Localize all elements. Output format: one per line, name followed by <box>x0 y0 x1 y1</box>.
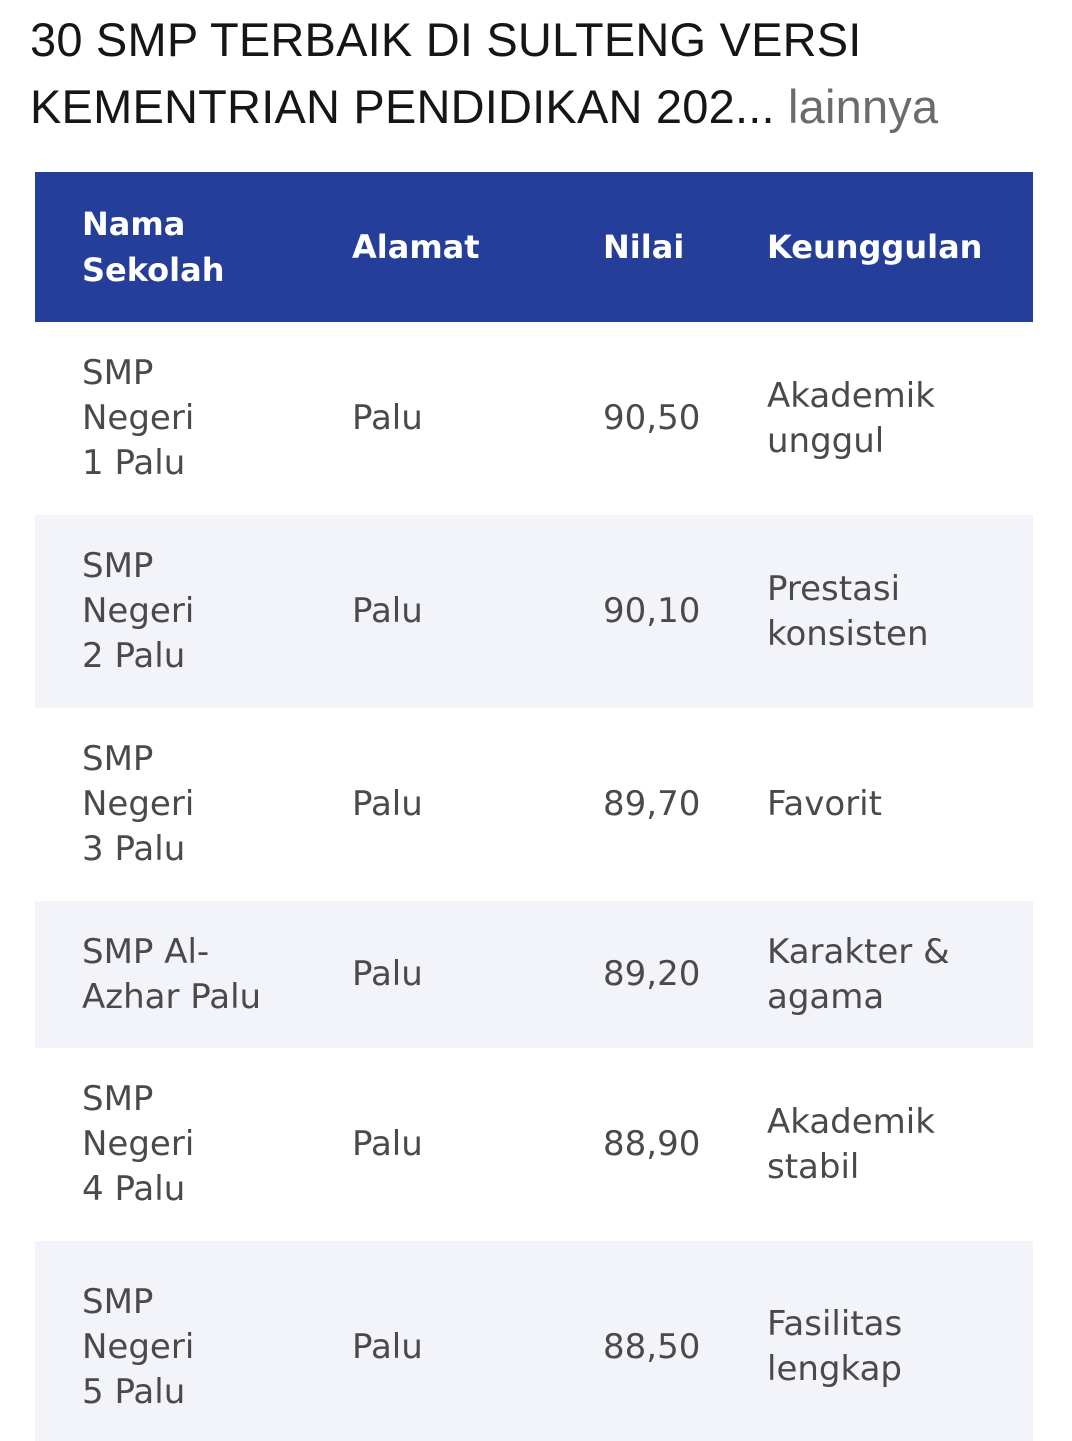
cell-alamat: Palu <box>305 322 555 515</box>
school-ranking-table <box>35 172 1033 1441</box>
table-row <box>35 1241 1033 1441</box>
cell-nama-sekolah: SMP Negeri 1 Palu <box>35 322 305 515</box>
table-row <box>35 901 1033 1048</box>
cell-alamat: Palu <box>305 901 555 1048</box>
cell-alamat: Palu <box>305 1048 555 1241</box>
cell-nilai: 88,90 <box>555 1048 720 1241</box>
header-nilai: Nilai <box>555 172 720 322</box>
header-nama-sekolah: Nama Sekolah <box>35 172 305 322</box>
cell-nama-sekolah: SMP Negeri 4 Palu <box>35 1048 305 1241</box>
post-title-text: 30 SMP TERBAIK DI SULTENG VERSI KEMENTRIAN PENDIDIKAN 202... <box>30 13 862 133</box>
table-header <box>35 172 1033 322</box>
cell-keunggulan: Favorit <box>720 708 1033 901</box>
cell-alamat: Palu <box>305 515 555 708</box>
header-alamat: Alamat <box>305 172 555 322</box>
table-row <box>35 708 1033 901</box>
table-row <box>35 1048 1033 1241</box>
cell-nilai: 88,50 <box>555 1241 720 1441</box>
cell-keunggulan: Fasilitas lengkap <box>720 1241 1033 1441</box>
table-row <box>35 322 1033 515</box>
header-keunggulan: Keunggulan <box>720 172 1033 322</box>
cell-alamat: Palu <box>305 708 555 901</box>
cell-nilai: 89,70 <box>555 708 720 901</box>
cell-nilai: 90,10 <box>555 515 720 708</box>
post-title <box>30 6 1050 140</box>
table-header-row <box>35 172 1033 322</box>
cell-keunggulan: Karakter & agama <box>720 901 1033 1048</box>
cell-nama-sekolah: SMP Al-Azhar Palu <box>35 901 305 1048</box>
cell-keunggulan: Akademik stabil <box>720 1048 1033 1241</box>
school-ranking-table-container[interactable] <box>35 172 1033 1412</box>
cell-nama-sekolah: SMP Negeri 3 Palu <box>35 708 305 901</box>
cell-alamat: Palu <box>305 1241 555 1441</box>
table-body <box>35 322 1033 1441</box>
cell-nama-sekolah: SMP Negeri 2 Palu <box>35 515 305 708</box>
cell-keunggulan: Prestasi konsisten <box>720 515 1033 708</box>
cell-nilai: 89,20 <box>555 901 720 1048</box>
table-row <box>35 515 1033 708</box>
cell-keunggulan: Akademik unggul <box>720 322 1033 515</box>
see-more-link[interactable]: lainnya <box>788 80 939 133</box>
cell-nilai: 90,50 <box>555 322 720 515</box>
cell-nama-sekolah: SMP Negeri 5 Palu <box>35 1241 305 1441</box>
